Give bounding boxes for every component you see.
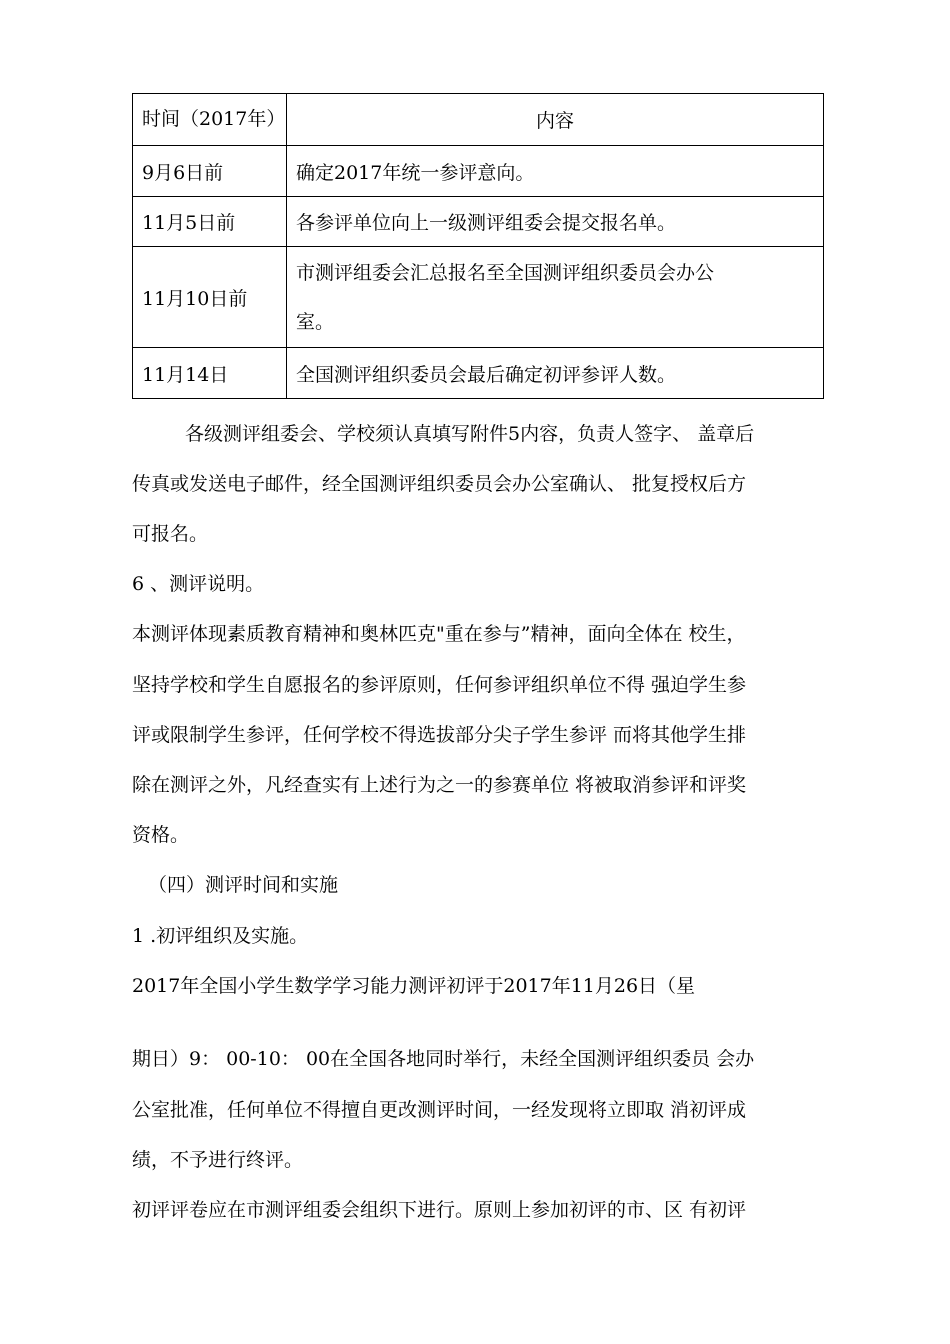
paragraph-line: 公室批准，任何单位不得擅自更改测评时间，一经发现将立即取 消初评成: [132, 1099, 747, 1121]
paragraph-line: 本测评体现素质教育精神和奥林匹克"重在参与”精神，面向全体在 校生，: [132, 623, 746, 645]
content-cell: 全国测评组织委员会最后确定初评参评人数。: [287, 348, 824, 399]
time-cell: 11月10日前: [133, 247, 287, 348]
table-row: [133, 247, 824, 348]
table-header-row: [133, 94, 824, 146]
time-cell: 9月6日前: [133, 146, 287, 197]
section-heading: 6 、测评说明。: [132, 573, 265, 595]
paragraph-line: 绩，不予进行终评。: [132, 1149, 304, 1171]
table-row: [133, 197, 824, 247]
paragraph-line: 各级测评组委会、学校须认真填写附件5内容，负责人签字、 盖章后: [185, 423, 755, 445]
paragraph-line: 传真或发送电子邮件，经全国测评组织委员会办公室确认、 批复授权后方: [132, 473, 747, 495]
content-cell: [287, 247, 824, 348]
header-time-cell: 时间（2017年）: [133, 94, 287, 146]
schedule-table: [132, 93, 824, 399]
paragraph-line: 2017年全国小学生数学学习能力测评初评于2017年11月26日（星: [132, 975, 696, 997]
paragraph-line: 可报名。: [132, 523, 209, 545]
paragraph-line: 坚持学校和学生自愿报名的参评原则，任何参评组织单位不得 强迫学生参: [132, 674, 747, 696]
paragraph-line: 评或限制学生参评，任何学校不得选拔部分尖子学生参评 而将其他学生排: [132, 724, 747, 746]
table-row: [133, 348, 824, 399]
paragraph-line: 期日）9： 00-10： 00在全国各地同时举行，未经全国测评组织委员 会办: [132, 1048, 755, 1070]
table-row: [133, 146, 824, 197]
content-cell: 各参评单位向上一级测评组委会提交报名单。: [287, 197, 824, 247]
content-line: 室。: [296, 310, 335, 333]
content-cell: 确定2017年统一参评意向。: [287, 146, 824, 197]
section-heading: （四）测评时间和实施: [148, 874, 339, 896]
time-cell: 11月5日前: [133, 197, 287, 247]
section-heading: 1 .初评组织及实施。: [132, 925, 309, 947]
paragraph-line: 初评评卷应在市测评组委会组织下进行。原则上参加初评的市、区 有初评: [132, 1199, 747, 1221]
content-line: 市测评组委会汇总报名至全国测评组织委员会办公: [296, 261, 715, 284]
paragraph-line: 资格。: [132, 824, 190, 846]
header-content-cell: 内容: [287, 94, 824, 146]
paragraph-line: 除在测评之外，凡经查实有上述行为之一的参赛单位 将被取消参评和评奖: [132, 774, 747, 796]
time-cell: 11月14日: [133, 348, 287, 399]
